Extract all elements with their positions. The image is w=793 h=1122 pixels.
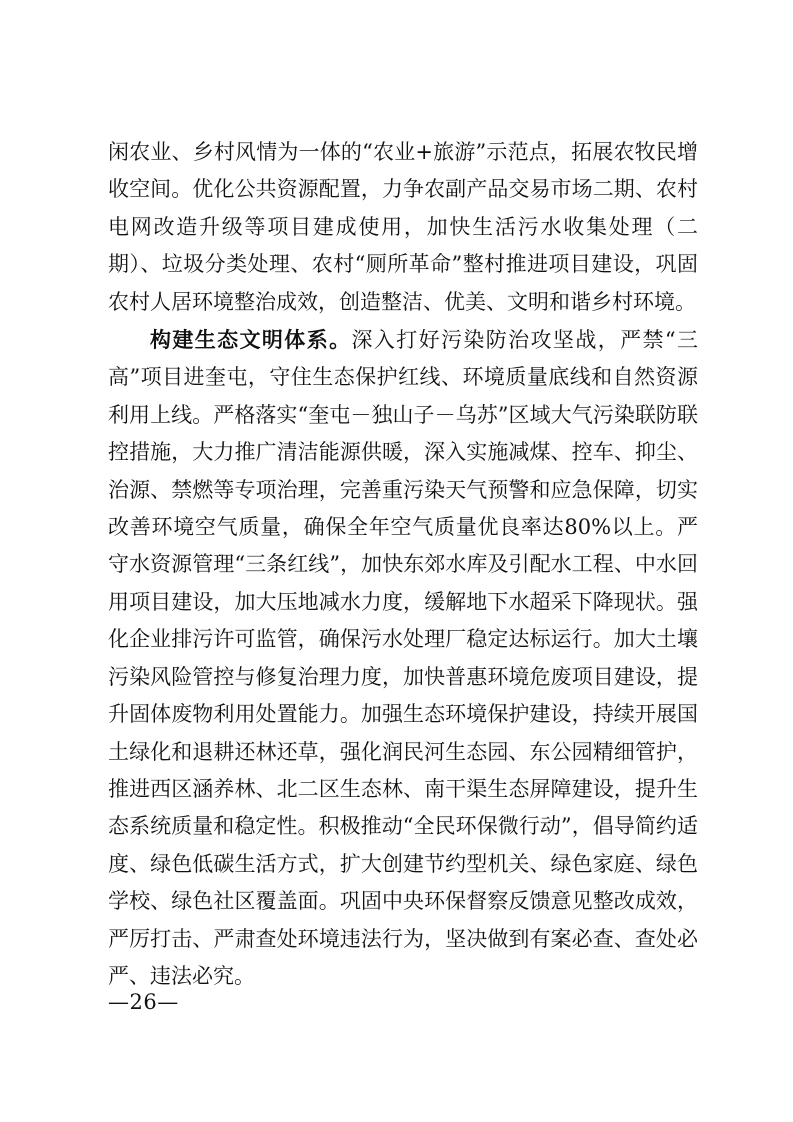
paragraph-text: 闲农业、乡村风情为一体的“农业+旅游”示范点，拓展农牧民增收空间。优化公共资源配置，力争农副产品交易市场二期、农村电网改造升级等项目建成使用，加快生活污水收集处理（二期）、垃圾分类处理、农村“厕所革命”整村推进项目建设，巩固农村人居环境整治成效，创造整洁、优美、文明和谐乡村环境。 — [108, 140, 698, 314]
paragraph-text: 深入打好污染防治攻坚战，严禁“三高”项目进奎屯，守住生态保护红线、环境质量底线和自然资源利用上线。严格落实“奎屯－独山子－乌苏”区域大气污染联防联控措施，大力推广清洁能源供暖，深入实施减煤、控车、抑尘、治源、禁燃等专项治理，完善重污染天气预警和应急保障，切实改善环境空气质量，确保全年空气质量优良率达80%以上。严守水资源管理“三条红线”，加快东郊水库及引配水工程、中水回用项目建设，加大压地减水力度，缓解地下水超采下降现状。强化企业排污许可监管，确保污水处理厂稳定达标运行。加大土壤污染风险管控与修复治理力度，加快普惠环境危废项目建设，提升固体废物利用处置能力。加强生态环境保护建设，持续开展国土绿化和退耕还林还草，强化润民河生态园、东公园精细管护，推进西区涵养林、北二区生态林、南干渠生态屏障建设，提升生态系统质量和稳定性。积极推动“全民环保微行动”，倡导简约适度、绿色低碳生活方式，扩大创建节约型机关、绿色家庭、绿色学校、绿色社区覆盖面。巩固中央环保督察反馈意见整改成效，严厉打击、严肃查处环境违法行为，坚决做到有案必查、查处必严、违法必究。 — [108, 328, 698, 988]
paragraph-heading: 构建生态文明体系。 — [150, 327, 352, 353]
page-number: —26— — [108, 990, 179, 1014]
paragraph-continuation — [108, 134, 698, 321]
paragraph-ecological-civilization — [108, 321, 698, 995]
body-text — [108, 134, 698, 995]
